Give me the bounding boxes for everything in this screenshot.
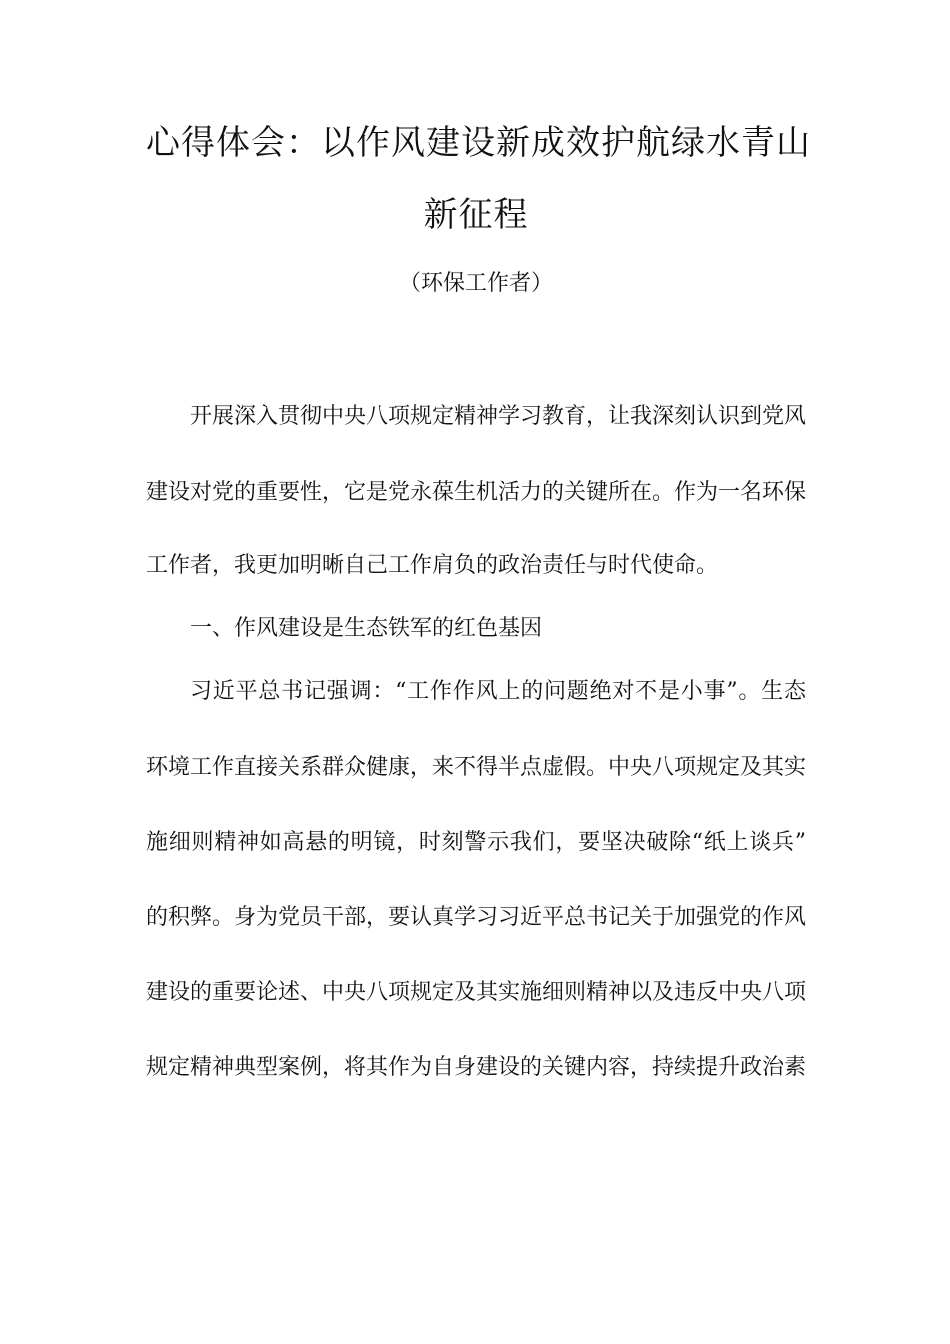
paragraph-line: 环境工作直接关系群众健康，来不得半点虚假。中央八项规定及其实: [146, 755, 807, 780]
paragraph-line: 施细则精神如高悬的明镜，时刻警示我们，要坚决破除“纸上谈兵”: [146, 830, 806, 855]
paragraph-line: 工作者，我更加明晰自己工作肩负的政治责任与时代使命。: [146, 553, 719, 578]
document-title-line-2: 新征程: [423, 195, 529, 235]
paragraph-line: 习近平总书记强调：“工作作风上的问题绝对不是小事”。生态: [190, 679, 806, 704]
paragraph-line: 开展深入贯彻中央八项规定精神学习教育，让我深刻认识到党风: [190, 404, 807, 429]
paragraph-line: 的积弊。身为党员干部，要认真学习习近平总书记关于加强党的作风: [146, 905, 807, 930]
document-subtitle: （环保工作者）: [398, 271, 553, 296]
paragraph-line: 规定精神典型案例，将其作为自身建设的关键内容，持续提升政治素: [146, 1055, 807, 1080]
paragraph-line: 建设对党的重要性，它是党永葆生机活力的关键所在。作为一名环保: [146, 480, 807, 505]
paragraph-line: 建设的重要论述、中央八项规定及其实施细则精神以及违反中央八项: [146, 980, 807, 1005]
section-heading: 一、作风建设是生态铁军的红色基因: [190, 616, 543, 641]
document-title-line-1: 心得体会：以作风建设新成效护航绿水青山: [146, 123, 811, 163]
